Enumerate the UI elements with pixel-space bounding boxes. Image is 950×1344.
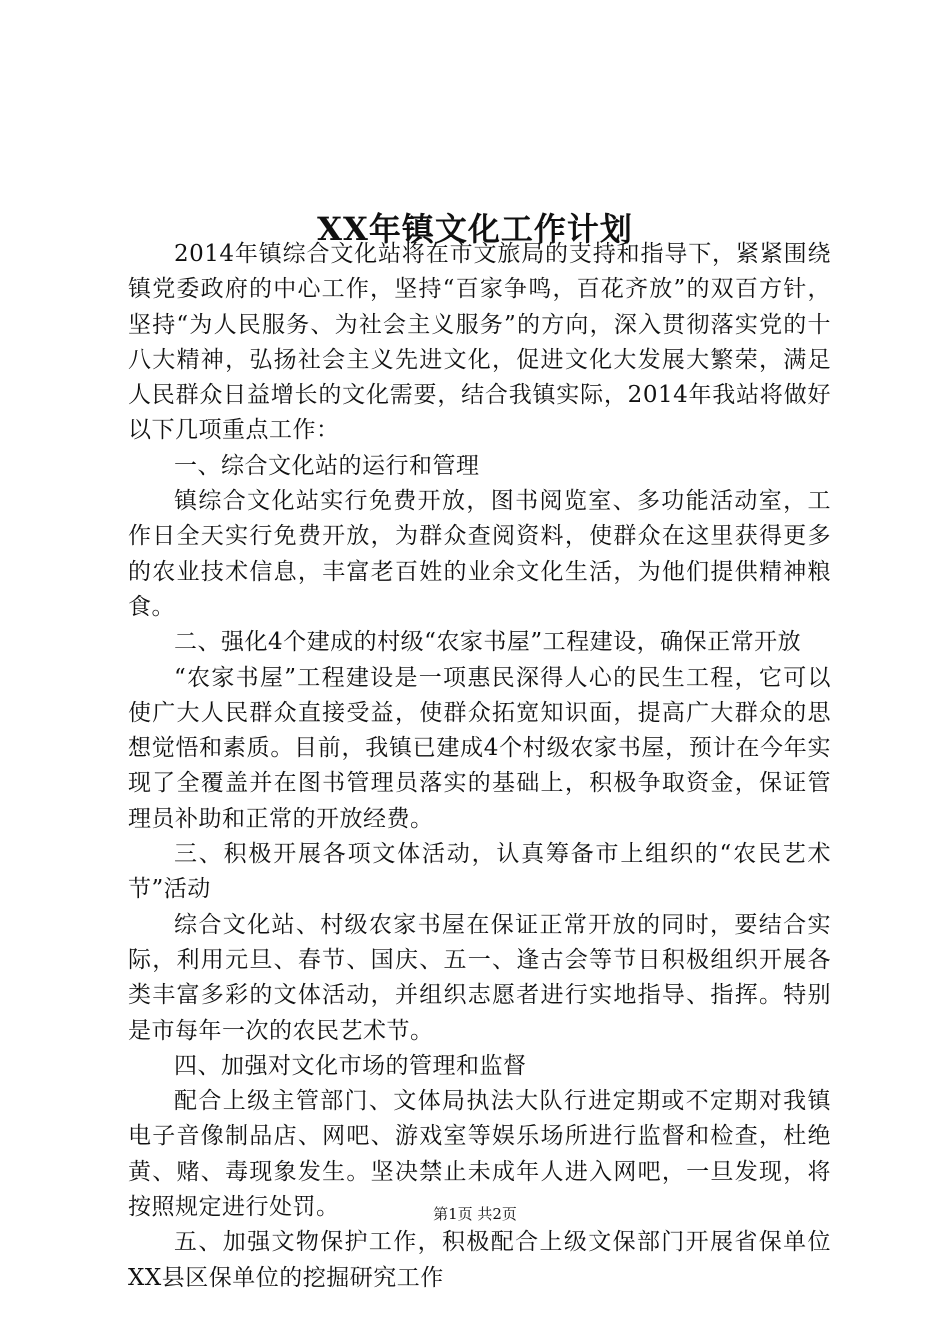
page-number: 第1页 共2页 xyxy=(433,1205,517,1223)
section-heading-3: 三、积极开展各项文体活动，认真筹备市上组织的“农民艺术节”活动 xyxy=(128,841,831,903)
section-heading-1: 一、综合文化站的运行和管理 xyxy=(174,452,480,479)
section-heading-4: 四、加强对文化市场的管理和监督 xyxy=(174,1052,527,1079)
section-paragraph-4: 配合上级主管部门、文体局执法大队行进定期或不定期对我镇电子音像制品店、网吧、游戏室等娱乐场所进行监督和检查，杜绝黄、赌、毒现象发生。坚决禁止未成年人进入网吧，一旦发现，将按照规定进行处罚。 xyxy=(128,1088,831,1221)
section-paragraph-3: 综合文化站、村级农家书屋在保证正常开放的同时，要结合实际，利用元旦、春节、国庆、五一、逢古会等节日积极组织开展各类丰富多彩的文体活动，并组织志愿者进行实地指导、指挥。特别是市每年一次的农民艺术节。 xyxy=(128,911,831,1044)
section-paragraph-2: “农家书屋”工程建设是一项惠民深得人心的民生工程，它可以使广大人民群众直接受益，使群众拓宽知识面，提高广大群众的思想觉悟和素质。目前，我镇已建成4个村级农家书屋，预计在今年实现了全覆盖并在图书管理员落实的基础上，积极争取资金，保证管理员补助和正常的开放经费。 xyxy=(128,664,831,832)
intro-paragraph: 2014年镇综合文化站将在市文旅局的支持和指导下，紧紧围绕镇党委政府的中心工作，坚持“百家争鸣，百花齐放”的双百方针，坚持“为人民服务、为社会主义服务”的方向，深入贯彻落实党的十八大精神，弘扬社会主义先进文化，促进文化大发展大繁荣，满足人民群众日益增长的文化需要，结合我镇实际，2014年我站将做好以下几项重点工作： xyxy=(128,241,831,444)
section-heading-2: 二、强化4个建成的村级“农家书屋”工程建设，确保正常开放 xyxy=(174,629,802,656)
document-body xyxy=(128,237,831,1296)
section-heading-5: 五、加强文物保护工作，积极配合上级文保部门开展省保单位XX县区保单位的挖掘研究工作 xyxy=(128,1229,831,1291)
section-paragraph-1: 镇综合文化站实行免费开放，图书阅览室、多功能活动室，工作日全天实行免费开放，为群众查阅资料，使群众在这里获得更多的农业技术信息，丰富老百姓的业余文化生活，为他们提供精神粮食。 xyxy=(128,488,831,620)
document-title: XX年镇文化工作计划 xyxy=(317,210,633,249)
